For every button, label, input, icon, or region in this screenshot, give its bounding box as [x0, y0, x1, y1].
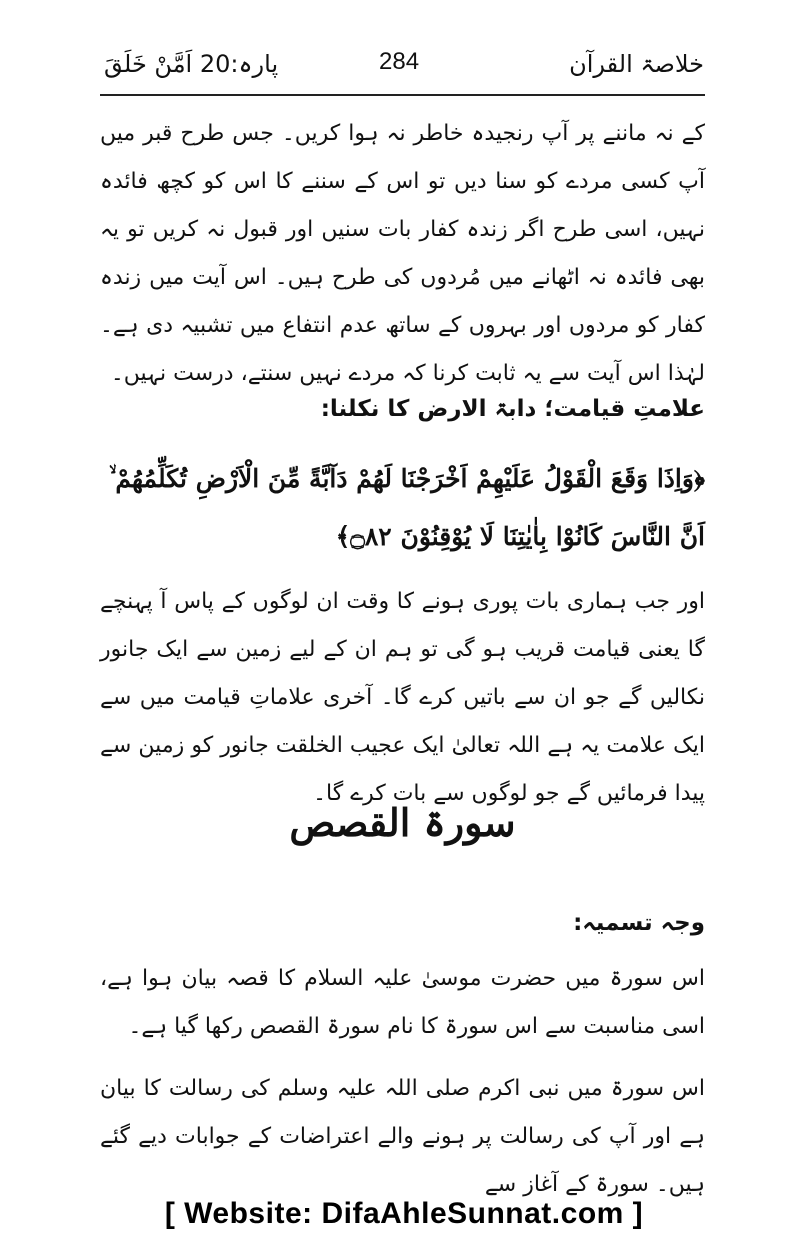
paragraph-3-text: اس سورۃ میں حضرت موسیٰ علیہ السلام کا قصہ بیان ہوا ہے، اسی مناسبت سے اس سورۃ کا نام سورۃ القصص رکھا گیا ہے۔	[100, 966, 705, 1039]
paragraph-4-text: اس سورۃ میں نبی اکرم صلی اللہ علیہ وسلم کی رسالت کا بیان ہے اور آپ کی رسالت پر ہونے والے اعتراضات کے جوابات دیے گئے ہیں۔ سورۃ کے آغاز سے	[100, 1076, 705, 1197]
section-heading-dabbat	[100, 396, 705, 422]
paragraph-3	[100, 955, 705, 1051]
para-label: پارہ:20 اَمَّنْ خَلَقَ	[104, 50, 279, 78]
heading-2-text: وجہ تسمیہ:	[573, 910, 705, 936]
header-divider	[100, 94, 705, 96]
website-footer: [ Website: DifaAhleSunnat.com ]	[164, 1197, 644, 1230]
paragraph-4	[100, 1065, 705, 1209]
surah-title: سورۃ القصص	[289, 800, 516, 845]
section-heading-wajh-tasmiya	[100, 910, 705, 936]
paragraph-2	[100, 578, 705, 818]
heading-1-text: علامتِ قیامت؛ دابۃ الارض کا نکلنا:	[320, 396, 705, 422]
paragraph-1-text: کے نہ ماننے پر آپ رنجیدہ خاطر نہ ہوا کریں۔ جس طرح قبر میں آپ کسی مردے کو سنا دیں تو اس کے سننے کا اس کو کچھ فائدہ نہیں، اسی طرح اگر زندہ کفار بات سنیں اور قبول نہ کریں تو یہ بھی فائدہ نہ اٹھانے میں مُردوں کی طرح ہیں۔ اس آیت میں زندہ کفار کو مردوں اور بہروں کے ساتھ عدم انتفاع میں تشبیہ دی ہے۔ لہٰذا اس آیت سے یہ ثابت کرنا کہ مردے نہیں سنتے، درست نہیں۔	[100, 121, 705, 386]
paragraph-2-text: اور جب ہماری بات پوری ہونے کا وقت ان لوگوں کے پاس آ پہنچے گا یعنی قیامت قریب ہو گی تو ہم ان کے لیے زمین سے ایک جانور نکالیں گے جو ان سے باتیں کرے گا۔ آخری علاماتِ قیامت میں سے ایک علامت یہ ہے اللہ تعالیٰ ایک عجیب الخلقت جانور کو زمین سے پیدا فرمائیں گے جو لوگوں سے بات کرے گا۔	[100, 589, 705, 806]
page-header	[104, 44, 704, 88]
paragraph-1	[100, 110, 705, 398]
arabic-verse: ﴿وَاِذَا وَقَعَ الْقَوْلُ عَلَيْهِمْ اَخْرَجْنَا لَهُمْ دَآبَّةً مِّنَ الْاَرْضِ تُكَلِّمُهُمْ ۙ اَنَّ النَّاسَ كَانُوْا بِاٰيٰتِنَا لَا يُوْقِنُوْنَ ۝۸۲﴾	[109, 464, 705, 551]
page-number: 284	[379, 48, 420, 75]
book-title: خلاصۃ القرآن	[569, 50, 704, 78]
